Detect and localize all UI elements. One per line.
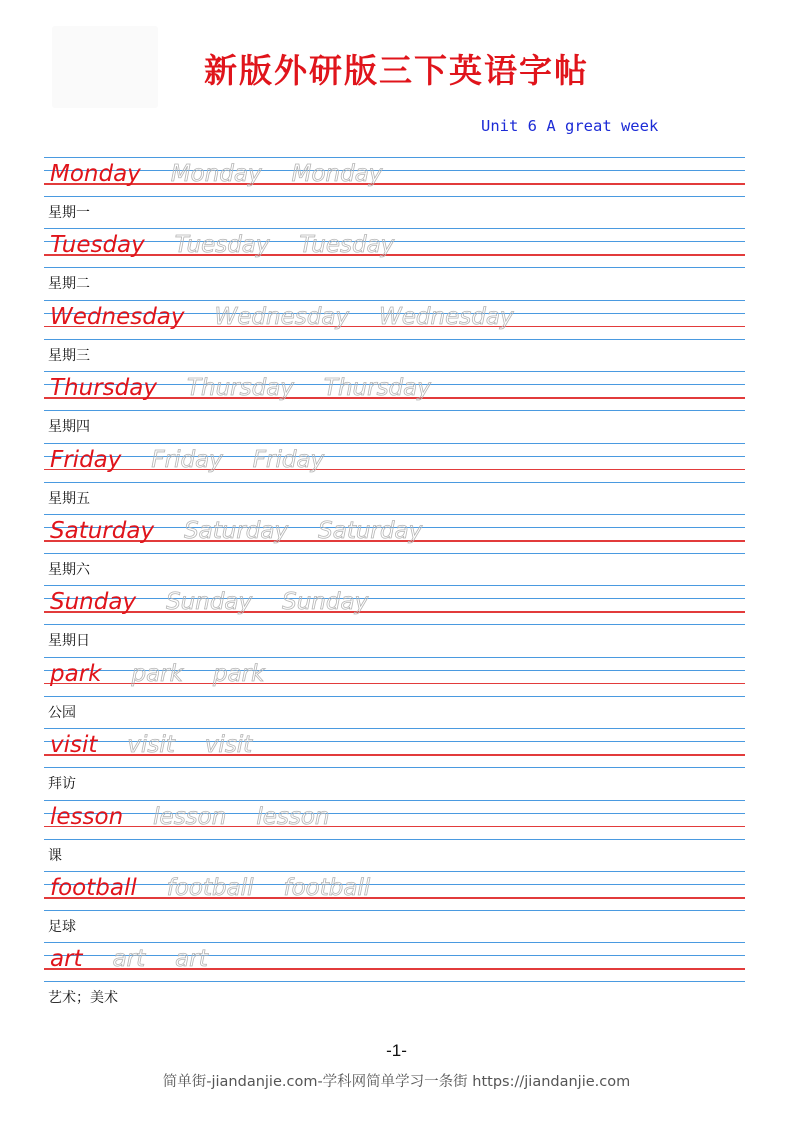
trace-word: visit bbox=[127, 732, 175, 759]
writing-row bbox=[44, 942, 745, 982]
chinese-meaning: 星期二 bbox=[48, 276, 90, 293]
word-practice bbox=[50, 730, 282, 760]
trace-word: football bbox=[166, 875, 254, 901]
writing-row bbox=[44, 300, 745, 340]
top-guide-line bbox=[44, 157, 745, 158]
writing-row bbox=[44, 728, 745, 768]
unit-subtitle: Unit 6 A great week bbox=[481, 117, 659, 135]
top-guide-line bbox=[44, 657, 745, 658]
chinese-meaning: 公园 bbox=[48, 704, 76, 721]
trace-word: Friday bbox=[151, 446, 223, 473]
model-word: lesson bbox=[50, 803, 124, 830]
trace-word: Sunday bbox=[166, 589, 253, 616]
writing-row bbox=[44, 585, 745, 625]
model-word: Thursday bbox=[50, 375, 157, 402]
bottom-guide-line bbox=[44, 696, 745, 697]
word-practice bbox=[50, 873, 400, 903]
word-practice bbox=[50, 302, 544, 332]
page-title: 新版外研版三下英语字帖 bbox=[204, 51, 589, 90]
trace-word: lesson bbox=[153, 803, 227, 830]
top-guide-line bbox=[44, 871, 745, 872]
writing-row bbox=[44, 371, 745, 411]
word-practice bbox=[50, 587, 398, 617]
word-practice bbox=[50, 159, 412, 189]
trace-word: Tuesday bbox=[174, 232, 270, 259]
top-guide-line bbox=[44, 514, 745, 515]
model-word: football bbox=[50, 875, 137, 901]
bottom-guide-line bbox=[44, 553, 745, 554]
top-guide-line bbox=[44, 300, 745, 301]
writing-row bbox=[44, 871, 745, 911]
chinese-meaning: 拜访 bbox=[48, 776, 76, 793]
bottom-guide-line bbox=[44, 339, 745, 340]
trace-word: park bbox=[131, 660, 183, 687]
word-practice bbox=[50, 802, 359, 832]
top-guide-line bbox=[44, 728, 745, 729]
bottom-guide-line bbox=[44, 196, 745, 197]
trace-word: Saturday bbox=[184, 518, 289, 544]
trace-word: Monday bbox=[291, 161, 383, 187]
top-guide-line bbox=[44, 585, 745, 586]
trace-word: Friday bbox=[252, 446, 325, 473]
chinese-meaning: 星期三 bbox=[48, 347, 90, 364]
bottom-guide-line bbox=[44, 624, 745, 625]
trace-word: Saturday bbox=[318, 518, 423, 544]
writing-row bbox=[44, 800, 745, 840]
writing-row bbox=[44, 228, 745, 268]
bottom-guide-line bbox=[44, 910, 745, 911]
chinese-meaning: 足球 bbox=[48, 919, 76, 935]
word-practice bbox=[50, 659, 294, 689]
model-word: Monday bbox=[50, 161, 141, 187]
bottom-guide-line bbox=[44, 410, 745, 411]
trace-word: lesson bbox=[256, 803, 330, 830]
writing-row bbox=[44, 657, 745, 697]
top-guide-line bbox=[44, 800, 745, 801]
model-word: art bbox=[50, 946, 83, 973]
chinese-meaning: 星期六 bbox=[48, 562, 90, 578]
trace-word: Wednesday bbox=[214, 303, 350, 330]
model-word: Tuesday bbox=[50, 232, 145, 259]
top-guide-line bbox=[44, 443, 745, 444]
chinese-meaning: 课 bbox=[48, 847, 62, 864]
word-practice bbox=[50, 445, 354, 475]
trace-word: Thursday bbox=[323, 375, 431, 402]
trace-word: football bbox=[283, 875, 371, 901]
model-word: Wednesday bbox=[50, 303, 185, 330]
top-guide-line bbox=[44, 371, 745, 372]
writing-row bbox=[44, 157, 745, 197]
trace-word: art bbox=[112, 946, 146, 973]
bottom-guide-line bbox=[44, 839, 745, 840]
bottom-guide-line bbox=[44, 767, 745, 768]
word-practice bbox=[50, 516, 452, 546]
trace-word: Tuesday bbox=[299, 232, 395, 259]
writing-row bbox=[44, 514, 745, 554]
chinese-meaning: 星期一 bbox=[48, 205, 90, 221]
footer-source: 简单街-jiandanjie.com-学科网简单学习一条街 https://jiandanjie.com bbox=[162, 1074, 631, 1090]
model-word: park bbox=[50, 660, 102, 687]
top-guide-line bbox=[44, 228, 745, 229]
chinese-meaning: 艺术；美术 bbox=[48, 990, 118, 1007]
model-word: Saturday bbox=[50, 518, 155, 544]
trace-word: Wednesday bbox=[379, 303, 514, 330]
top-guide-line bbox=[44, 942, 745, 943]
word-practice bbox=[50, 373, 461, 403]
trace-word: Monday bbox=[170, 161, 262, 187]
word-practice bbox=[50, 230, 424, 260]
chinese-meaning: 星期四 bbox=[48, 419, 90, 436]
trace-word: art bbox=[175, 946, 208, 973]
trace-word: visit bbox=[204, 732, 253, 759]
word-practice bbox=[50, 944, 238, 974]
trace-word: Thursday bbox=[186, 375, 294, 402]
trace-word: park bbox=[212, 660, 265, 687]
bottom-guide-line bbox=[44, 267, 745, 268]
model-word: Sunday bbox=[50, 589, 137, 616]
bottom-guide-line bbox=[44, 981, 745, 982]
chinese-meaning: 星期日 bbox=[48, 633, 90, 650]
chinese-meaning: 星期五 bbox=[48, 490, 90, 507]
model-word: Friday bbox=[50, 446, 122, 473]
page-number: -1- bbox=[386, 1041, 407, 1060]
bottom-guide-line bbox=[44, 482, 745, 483]
writing-row bbox=[44, 443, 745, 483]
model-word: visit bbox=[50, 732, 98, 759]
trace-word: Sunday bbox=[282, 589, 369, 616]
